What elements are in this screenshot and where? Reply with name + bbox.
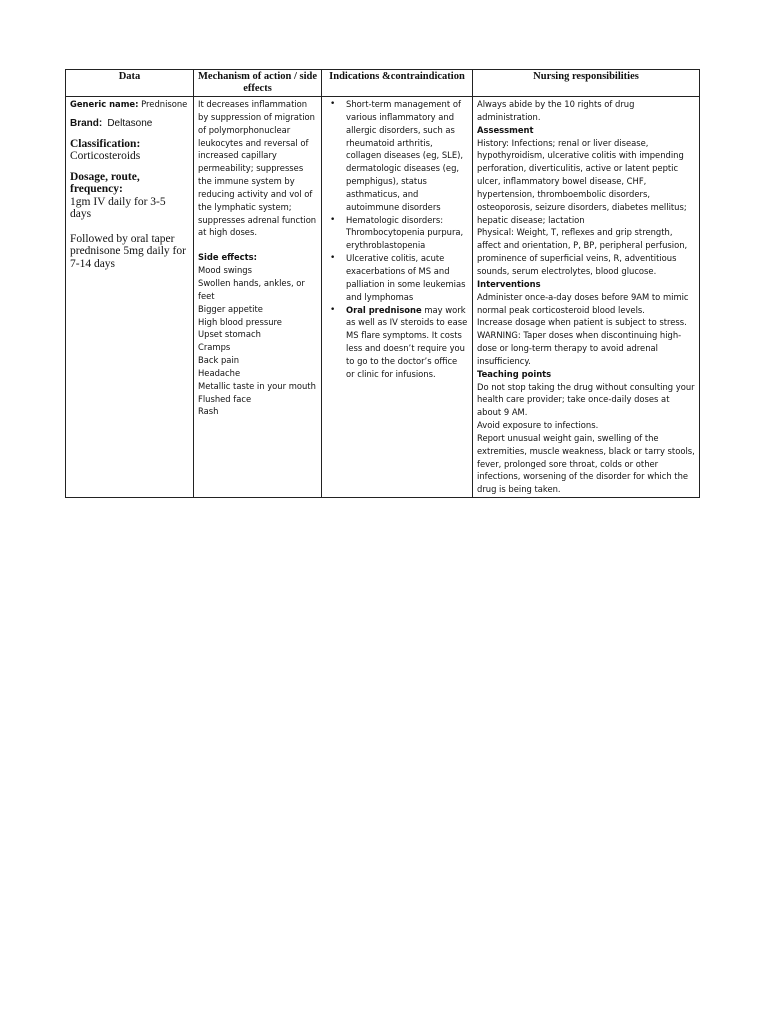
brand-value: Deltasone	[107, 117, 153, 129]
indication-item: • Oral prednisone may work as well as IV steroids to ease MS flare symptoms. It costs less and doesn’t require you to go to the doctor’s office or clinic for infusions.	[326, 304, 468, 381]
side-effect-item: Cramps	[198, 342, 231, 353]
data-cell	[66, 97, 194, 498]
side-effect-item: Swollen hands, ankles, or feet	[198, 277, 305, 301]
header-nursing: Nursing responsibilities	[473, 70, 700, 97]
intervention-item: Administer once-a-day doses before 9AM to mimic normal peak corticosteroid blood levels.	[477, 291, 689, 315]
indications-list	[326, 98, 468, 381]
side-effect-item: Mood swings	[198, 265, 252, 276]
nursing-intro: Always abide by the 10 rights of drug administration.	[477, 99, 635, 122]
classification-label: Classification:	[70, 137, 141, 150]
header-indications: Indications &contraindication	[322, 70, 473, 97]
indication-item: • Short-term management of various inflammatory and allergic disorders, such as rheumatoid arthritis, collagen diseases (eg, SLE), dermatologic diseases (eg, pemphigus), status asthmaticus, and autoimmune disorders	[326, 98, 468, 214]
mechanism-cell	[194, 97, 322, 498]
dosage-label: Dosage, route, frequency:	[70, 170, 140, 196]
side-effects-list	[198, 264, 317, 418]
side-effect-item: Back pain	[198, 355, 240, 366]
teaching-item: Report unusual weight gain, swelling of the extremities, muscle weakness, black or tarry stools, fever, prolonged sore throat, colds or other infections, worsening of the disorder for which the drug is being taken.	[477, 432, 695, 495]
classification-value: Corticosteroids	[70, 150, 141, 163]
side-effect-item: Bigger appetite	[198, 303, 263, 314]
interventions-label: Interventions	[477, 278, 541, 289]
header-data: Data	[66, 70, 194, 97]
side-effect-item: Flushed face	[198, 393, 252, 404]
nursing-cell	[473, 97, 700, 498]
intervention-item: WARNING: Taper doses when discontinuing high-dose or long-term therapy to avoid adrenal insufficiency.	[477, 330, 682, 366]
mechanism-text: It decreases inflammation by suppression of migration of polymorphonuclear leukocytes and reversal of increased capillary permeability; suppresses the immune system by reducing activity and vol of the lymphatic system; suppresses adrenal function at high doses.	[198, 99, 317, 238]
indication-item: • Ulcerative colitis, acute exacerbations of MS and palliation in some leukemias and lymphomas	[326, 252, 468, 303]
followup-dosage: Followed by oral taper prednisone 5mg daily for 7-14 days	[70, 232, 186, 270]
intervention-item: Increase dosage when patient is subject to stress.	[477, 317, 687, 328]
side-effect-item: Metallic taste in your mouth	[198, 380, 316, 391]
header-row	[66, 70, 700, 97]
content-row	[66, 97, 700, 498]
assessment-physical: Physical: Weight, T, reflexes and grip strength, affect and orientation, P, BP, peripheral perfusion, prominence of superficial veins, R, adventitious sounds, serum electrolytes, blood glucose.	[477, 227, 688, 276]
generic-name-label: Generic name:	[70, 99, 139, 109]
assessment-label: Assessment	[477, 124, 534, 135]
side-effect-item: Rash	[198, 406, 219, 417]
assessment-history: History: Infections; renal or liver disease, hypothyroidism, ulcerative colitis with impending perforation, diverticulitis, active or latent peptic ulcer, inflammatory bowel disease, CHF, hypertension, thromboembolic disorders, osteoporosis, seizure disorders, diabetes mellitus; hepatic disease; lactation	[477, 137, 687, 225]
header-mechanism: Mechanism of action / side effects	[194, 70, 322, 97]
brand-label: Brand:	[70, 117, 103, 129]
side-effect-item: Headache	[198, 367, 241, 378]
teaching-item: Do not stop taking the drug without consulting your health care provider; take once-daily doses at about 9 AM.	[477, 381, 695, 418]
side-effect-item: High blood pressure	[198, 316, 282, 327]
side-effect-item: Upset stomach	[198, 329, 261, 340]
dosage-value: 1gm IV daily for 3-5 days	[70, 195, 166, 221]
teaching-label: Teaching points	[477, 368, 552, 379]
generic-name-value: Prednisone	[141, 99, 188, 109]
indications-cell	[322, 97, 473, 498]
side-effects-label: Side effects:	[198, 252, 257, 263]
drug-card-table	[65, 69, 700, 498]
teaching-item: Avoid exposure to infections.	[477, 420, 599, 431]
indication-item: • Hematologic disorders: Thrombocytopenia purpura, erythroblastopenia	[326, 214, 468, 253]
